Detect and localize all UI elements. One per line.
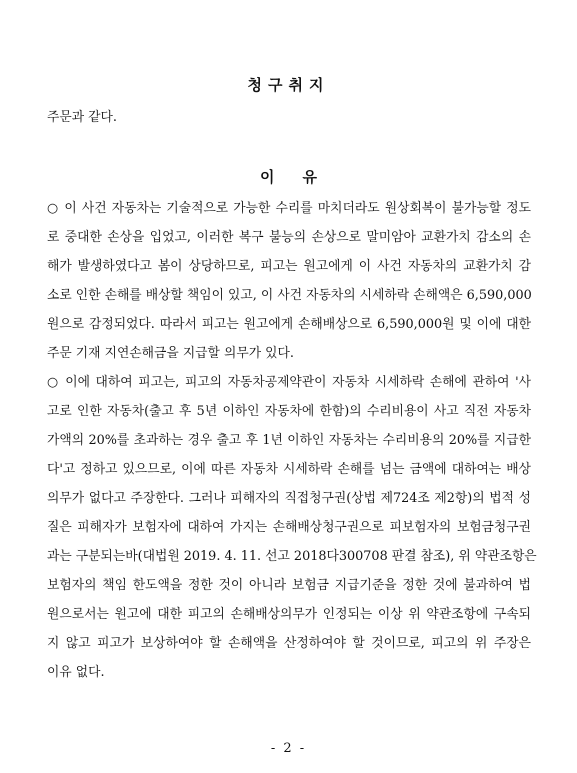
paragraph-line: 의무가 없다고 주장한다. 그러나 피해자의 직접청구권(상법 제724조 제2항)의 법적 성 (47, 491, 531, 506)
summary-text: 주문과 같다. (47, 110, 117, 125)
paragraph-line: 다'고 정하고 있으므로, 이에 따른 자동차 시세하락 손해를 넘는 금액에 대하여는 배상 (47, 462, 531, 477)
paragraph-line: ○ 이에 대하여 피고는, 피고의 자동차공제약관이 자동차 시세하락 손해에 관하여 '사 (47, 375, 531, 390)
paragraph-line: 해가 발생하였다고 봄이 상당하므로, 피고는 원고에게 이 사건 자동차의 교환가치 감 (47, 259, 531, 274)
paragraph-line: 소로 인한 손해를 배상할 책임이 있고, 이 사건 자동차의 시세하락 손해액은 6,590,000 (47, 288, 532, 303)
paragraph-line: 고로 인한 자동차(출고 후 5년 이하인 자동차에 한함)의 수리비용이 사고 직전 자동차 (47, 404, 531, 419)
section-heading-reason: 이유 (260, 168, 345, 186)
page-number: - 2 - (270, 741, 307, 756)
section-heading-claim: 청구취지 (247, 76, 330, 94)
paragraph-line: 과는 구분되는바(대법원 2019. 4. 11. 선고 2018다300708 판결 참조), 위 약관조항은 (47, 549, 537, 564)
paragraph-line: 가액의 20%를 초과하는 경우 출고 후 1년 이하인 자동차는 수리비용의 20%를 지급한 (47, 433, 531, 448)
paragraph-line: ○ 이 사건 자동차는 기술적으로 가능한 수리를 마치더라도 원상회복이 불가능할 정도 (47, 201, 531, 216)
paragraph-line: 질은 피해자가 보험자에 대하여 가지는 손해배상청구권으로 피보험자의 보험금청구권 (47, 520, 531, 535)
paragraph-line: 원으로서는 원고에 대한 피고의 손해배상의무가 인정되는 이상 위 약관조항에 구속되 (47, 607, 531, 622)
paragraph-line: 이유 없다. (47, 665, 105, 680)
paragraph-line: 지 않고 피고가 보상하여야 할 손해액을 산정하여야 할 것이므로, 피고의 위 주장은 (47, 636, 531, 651)
paragraph-line: 보험자의 책임 한도액을 정한 것이 아니라 보험금 지급기준을 정한 것에 불과하여 법 (47, 578, 531, 593)
paragraph-line: 주문 기재 지연손해금을 지급할 의무가 있다. (47, 346, 294, 361)
paragraph-line: 원으로 감정되었다. 따라서 피고는 원고에게 손해배상으로 6,590,000원 및 이에 대한 (47, 317, 531, 332)
paragraph-line: 로 중대한 손상을 입었고, 이러한 복구 불능의 손상으로 말미암아 교환가치 감소의 손 (47, 230, 531, 245)
